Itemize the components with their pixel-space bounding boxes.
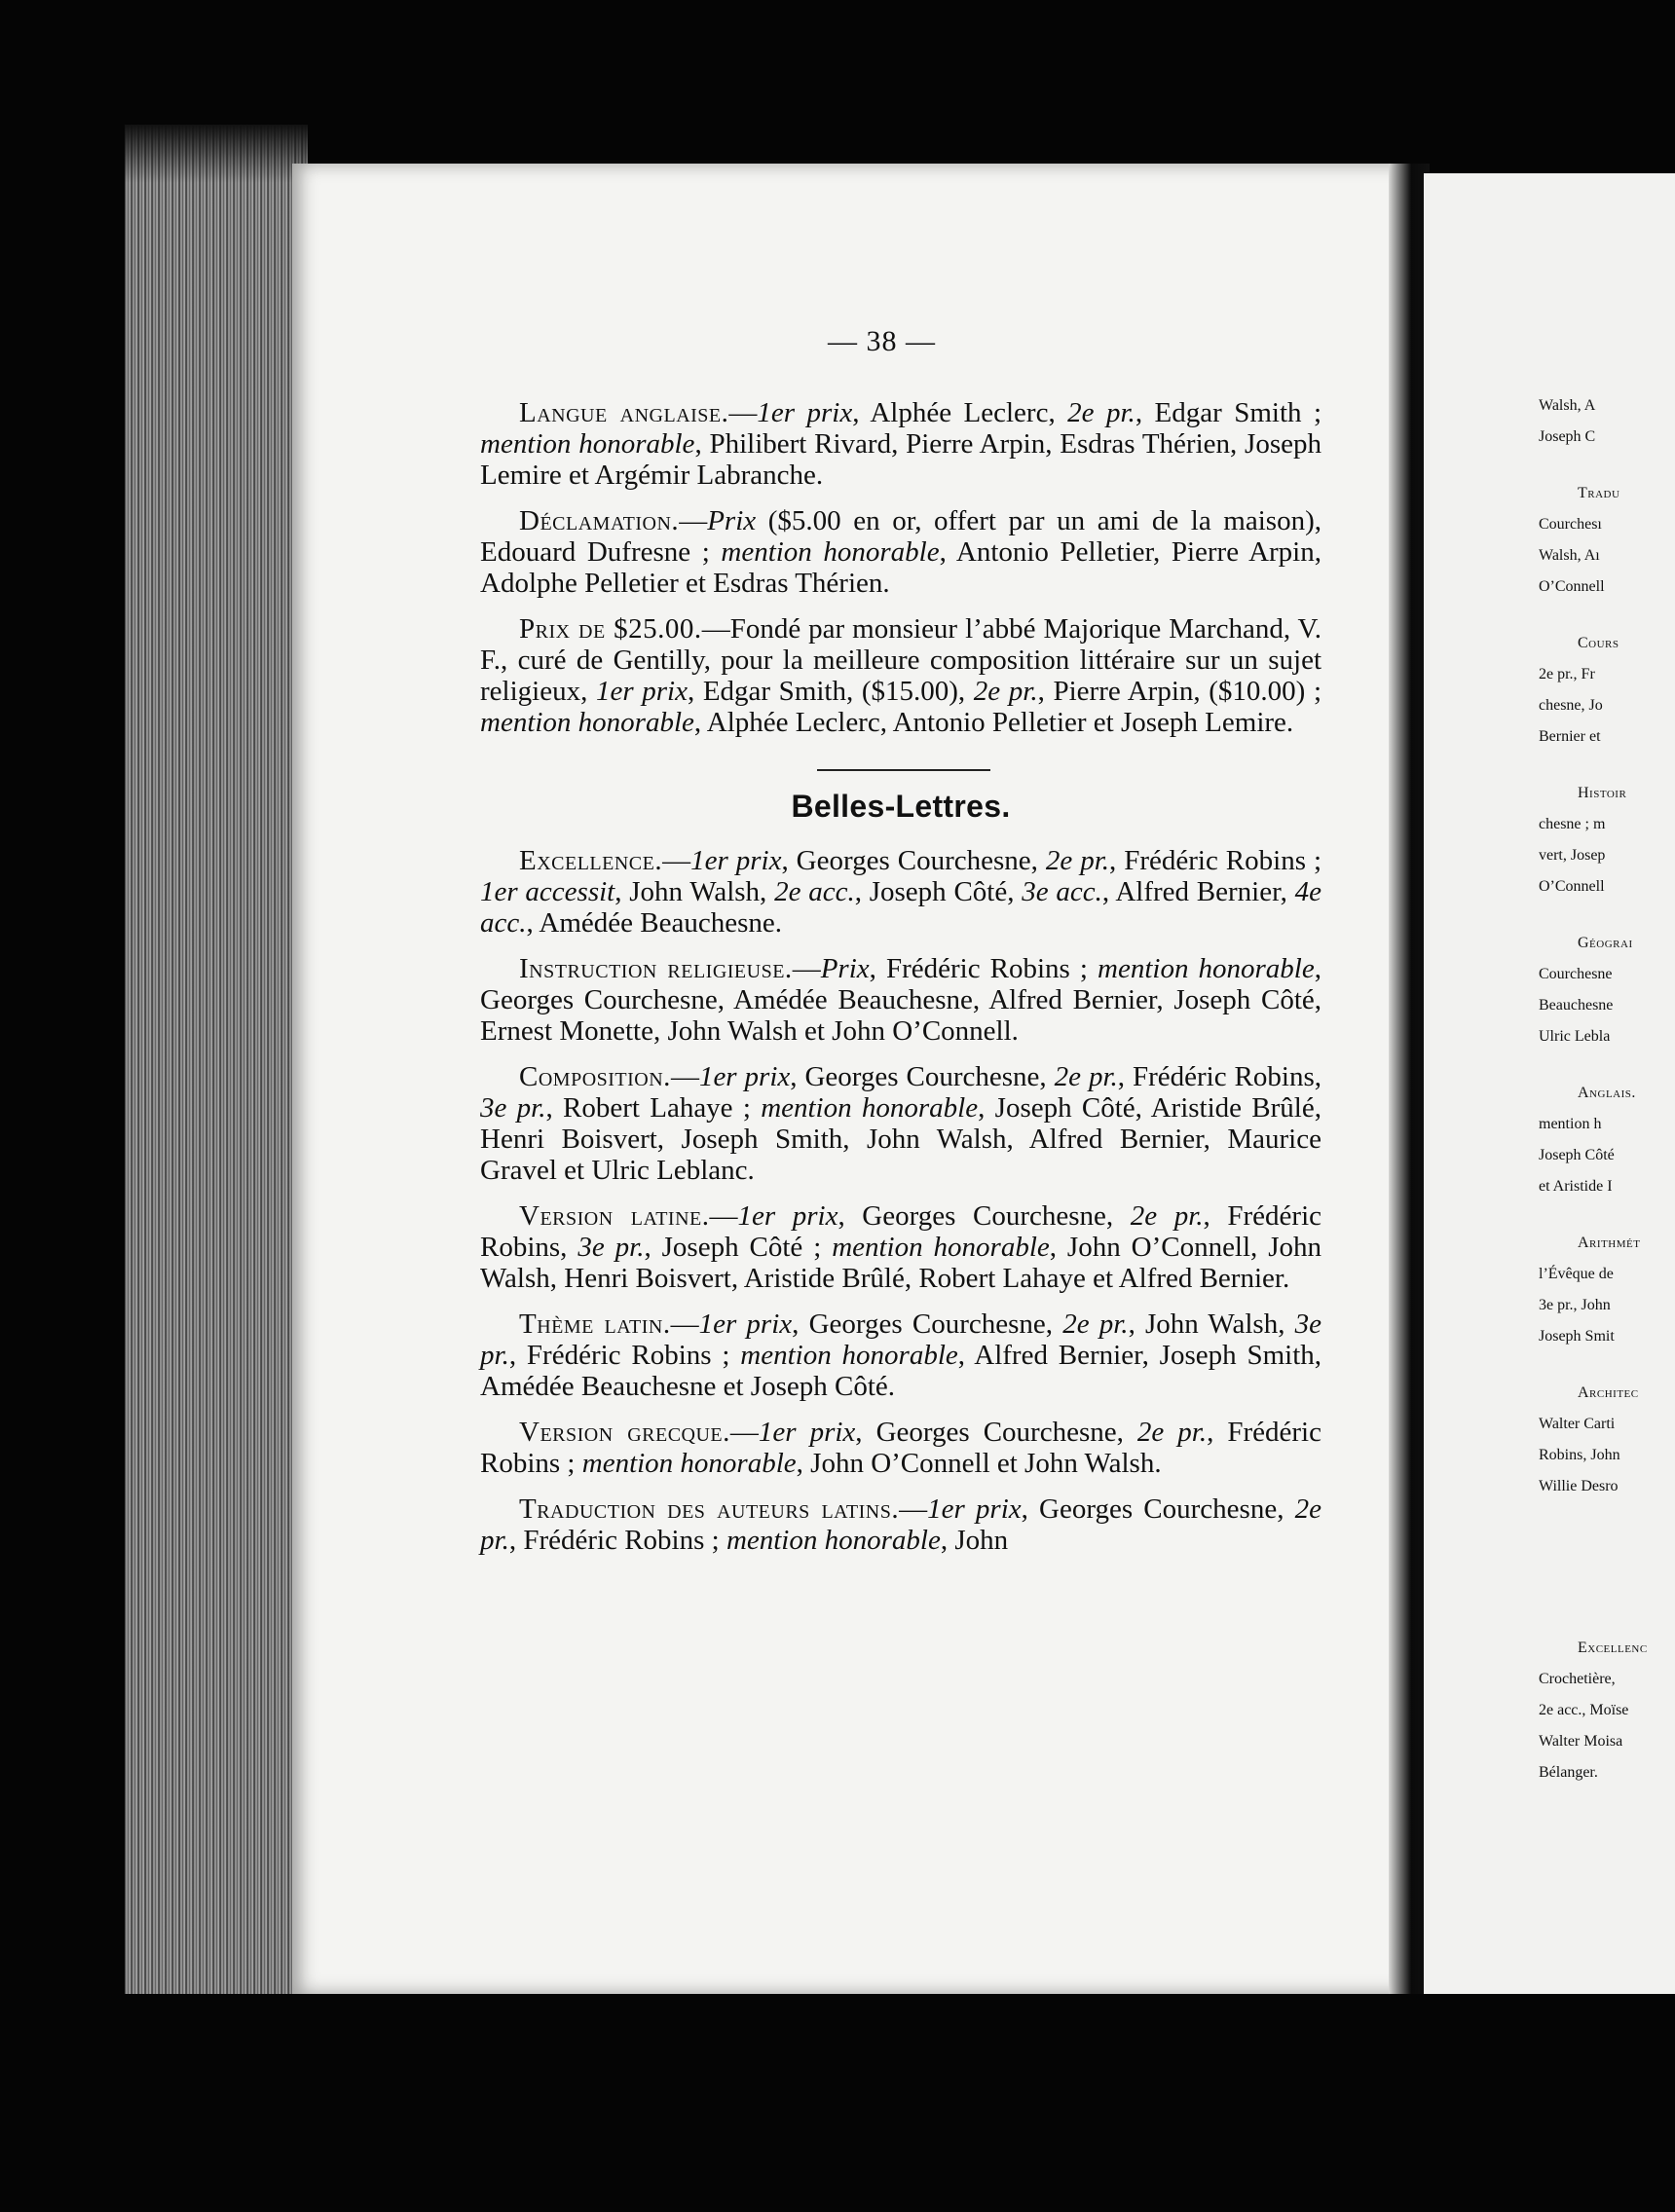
prize-rank: mention honorable <box>480 428 695 460</box>
prize-text: , Joseph Côté ; <box>644 1232 833 1263</box>
prize-text: , Frédéric Robins ; <box>1109 845 1321 876</box>
prize-text: , Robert Lahaye ; <box>545 1092 762 1124</box>
prize-rank: 1er prix <box>758 1417 856 1448</box>
prize-paragraph <box>480 1061 1321 1186</box>
prize-rank: 2e pr. <box>973 676 1038 707</box>
prize-text: , Joseph Côté, <box>854 876 1023 907</box>
prize-heading: Prix de $25.00. <box>519 613 702 645</box>
prize-text: , Amédée Beauchesne. <box>526 907 783 939</box>
right-page-line: Willie Desro <box>1539 1478 1619 1494</box>
book-edge-shadow <box>125 125 308 183</box>
prize-paragraph <box>480 1200 1321 1294</box>
prize-rank: 1er accessit <box>480 876 615 907</box>
prize-paragraph <box>480 397 1321 491</box>
prize-text: — <box>729 1417 759 1448</box>
prize-rank: 1er prix <box>737 1200 838 1232</box>
prize-text: —Fondé par monsieur l’abbé Majorique Marchand, V. F., curé de Gentilly, pour la meilleure composition littéraire sur un sujet religieux, <box>480 613 1321 707</box>
right-page-heading: Cours <box>1578 635 1619 651</box>
prize-text: — <box>670 1309 699 1340</box>
prize-rank: 3e pr. <box>577 1232 645 1263</box>
prize-rank: mention honorable <box>1098 953 1315 984</box>
page-text <box>480 313 1321 1570</box>
prize-paragraph <box>480 1417 1321 1479</box>
prize-text: , Georges Courchesne, Amédée Beauchesne, Alfred Bernier, Joseph Côté, Ernest Monette, John Walsh et John O’Connell. <box>480 953 1321 1047</box>
right-page-line: 2e acc., Moïse <box>1539 1702 1629 1718</box>
right-page-line: Walsh, A <box>1539 397 1596 414</box>
right-page-line: Walsh, Aı <box>1539 547 1600 564</box>
right-page-line: chesne, Jo <box>1539 697 1603 714</box>
prize-paragraph <box>480 613 1321 738</box>
prize-rank: 2e pr. <box>1062 1309 1129 1340</box>
right-page-line: Joseph Smit <box>1539 1328 1615 1345</box>
right-page-line: Bélanger. <box>1539 1764 1598 1781</box>
prize-text: , Georges Courchesne, <box>792 1309 1063 1340</box>
right-page-line: Ulric Lebla <box>1539 1028 1611 1045</box>
prize-text: , Joseph Côté, Aristide Brûlé, Henri Boisvert, Joseph Smith, John Walsh, Alfred Bernier, Maurice Gravel et Ulric Leblanc. <box>480 1092 1321 1186</box>
prize-text: — <box>709 1200 738 1232</box>
prize-paragraph <box>480 1493 1321 1556</box>
prize-heading: Déclamation. <box>519 505 680 536</box>
right-page-heading: Arithmét <box>1578 1235 1641 1251</box>
prize-text: , Frédéric Robins ; <box>480 1417 1321 1479</box>
prize-text: , Georges Courchesne, <box>781 845 1046 876</box>
prize-rank: 2e pr. <box>1045 845 1110 876</box>
prize-text: , Frédéric Robins ; <box>508 1340 741 1371</box>
prize-rank: 3e acc. <box>1022 876 1102 907</box>
prize-heading: Thème latin. <box>519 1309 671 1340</box>
prize-rank: 2e pr. <box>480 1493 1321 1556</box>
prize-rank: 2e pr. <box>1054 1061 1118 1092</box>
prize-text: , John O’Connell et John Walsh. <box>796 1448 1162 1479</box>
prize-text: , Philibert Rivard, Pierre Arpin, Esdras Thérien, Joseph Lemire et Argémir Labranche. <box>480 428 1321 491</box>
right-page-heading: Anglais. <box>1578 1085 1636 1101</box>
prize-text: , Frédéric Robins, <box>480 1200 1322 1263</box>
prize-text: , Georges Courchesne, <box>1021 1493 1295 1525</box>
prize-text: , Georges Courchesne, <box>790 1061 1055 1092</box>
prize-rank: 1er prix <box>698 1061 791 1092</box>
prize-text: — <box>899 1493 928 1525</box>
prize-text: , Frédéric Robins ; <box>508 1525 726 1556</box>
prize-rank: mention honorable <box>726 1525 941 1556</box>
prize-rank: mention honorable <box>832 1232 1050 1263</box>
prize-rank: 1er prix <box>690 845 782 876</box>
prize-heading: Instruction religieuse. <box>519 953 793 984</box>
prize-rank: mention honorable <box>721 536 940 568</box>
right-page-heading: Excellenc <box>1578 1640 1648 1656</box>
prize-rank: mention honorable <box>740 1340 958 1371</box>
prize-heading: Composition. <box>519 1061 671 1092</box>
right-page-line: Crochetière, <box>1539 1671 1616 1687</box>
prize-paragraph <box>480 953 1321 1047</box>
prize-rank: Prix <box>820 953 870 984</box>
right-page <box>1424 173 1675 1994</box>
prize-heading: Excellence. <box>519 845 663 876</box>
right-page-line: 2e pr., Fr <box>1539 666 1595 682</box>
prize-text: , Georges Courchesne, <box>855 1417 1137 1448</box>
prize-rank: mention honorable <box>581 1448 797 1479</box>
prize-rank: 1er prix <box>757 397 853 428</box>
prize-heading: Version grecque. <box>519 1417 730 1448</box>
prize-rank: 2e pr. <box>1130 1200 1204 1232</box>
prize-text: , John <box>940 1525 1009 1556</box>
prize-rank: mention honorable <box>761 1092 979 1124</box>
right-page-line: Walter Carti <box>1539 1416 1616 1432</box>
prize-text: , John Walsh, <box>1128 1309 1295 1340</box>
prize-text: , Alphée Leclerc, <box>852 397 1068 428</box>
right-page-line: l’Évêque de <box>1539 1266 1614 1282</box>
prize-paragraph <box>480 845 1321 939</box>
prize-text: , John O’Connell, John Walsh, Henri Boisvert, Aristide Brûlé, Robert Lahaye et Alfred Bernier. <box>480 1232 1322 1294</box>
right-page-line: chesne ; m <box>1539 816 1606 832</box>
prize-text: — <box>662 845 691 876</box>
right-page-line: Walter Moisa <box>1539 1733 1623 1750</box>
prize-text: , Pierre Arpin, ($10.00) ; <box>1037 676 1322 707</box>
prize-text: , Georges Courchesne, <box>838 1200 1131 1232</box>
prize-text: , Edgar Smith ; <box>1135 397 1322 428</box>
prize-rank: 2e acc. <box>774 876 855 907</box>
prize-text: — <box>679 505 708 536</box>
prize-text: — <box>728 397 758 428</box>
prize-rank: 1er prix <box>927 1493 1022 1525</box>
prize-text: — <box>792 953 821 984</box>
right-page-line: Bernier et <box>1539 728 1601 745</box>
right-page-heading: Architec <box>1578 1384 1639 1401</box>
book-page-edges <box>125 125 308 1994</box>
prize-rank: 1er prix <box>698 1309 793 1340</box>
right-page-line: mention h <box>1539 1116 1602 1132</box>
prize-text: , Alfred Bernier, <box>1101 876 1295 907</box>
prize-text: , Alfred Bernier, Joseph Smith, Amédée Beauchesne et Joseph Côté. <box>480 1340 1322 1402</box>
prize-heading: Version latine. <box>519 1200 710 1232</box>
prize-rank: 2e pr. <box>1067 397 1135 428</box>
prize-list-top <box>480 397 1321 738</box>
right-page-line: 3e pr., John <box>1539 1297 1611 1313</box>
prize-text: — <box>670 1061 699 1092</box>
prize-text: , Frédéric Robins ; <box>869 953 1098 984</box>
right-page-line: vert, Josep <box>1539 847 1606 864</box>
right-page-line: et Aristide I <box>1539 1178 1613 1195</box>
prize-rank: 4e acc. <box>480 876 1321 939</box>
right-page-line: Robins, John <box>1539 1447 1620 1463</box>
right-page-heading: Histoir <box>1578 785 1627 801</box>
right-page-line: Beauchesne <box>1539 997 1614 1014</box>
right-page-heading: Géograı <box>1578 935 1633 951</box>
right-page-line: O’Connell <box>1539 578 1605 595</box>
right-page-heading: Tradu <box>1578 485 1620 501</box>
prize-list-belles-lettres <box>480 845 1321 1556</box>
section-title: Belles-Lettres. <box>791 789 1011 824</box>
prize-rank: 1er prix <box>595 676 688 707</box>
prize-rank: Prix <box>707 505 757 536</box>
prize-text: , Frédéric Robins, <box>1117 1061 1321 1092</box>
prize-text: , Alphée Leclerc, Antonio Pelletier et Joseph Lemire. <box>693 707 1294 738</box>
prize-text: , John Walsh, <box>614 876 775 907</box>
prize-rank: mention honorable <box>480 707 694 738</box>
prize-heading: Langue anglaise. <box>519 397 729 428</box>
prize-text: , Antonio Pelletier, Pierre Arpin, Adolphe Pelletier et Esdras Thérien. <box>480 536 1321 599</box>
prize-text: ($5.00 en or, offert par un ami de la maison), Edouard Dufresne ; <box>480 505 1321 568</box>
prize-paragraph <box>480 1309 1321 1402</box>
page-number: — 38 — <box>828 325 936 357</box>
prize-text: , Edgar Smith, ($15.00), <box>687 676 974 707</box>
prize-rank: 3e pr. <box>480 1092 546 1124</box>
right-page-line: Courchesı <box>1539 516 1602 533</box>
right-page-line: Courchesne <box>1539 966 1613 982</box>
section-divider <box>817 769 990 771</box>
right-page-line: O’Connell <box>1539 878 1605 895</box>
right-page-line: Joseph C <box>1539 428 1596 445</box>
prize-rank: 2e pr. <box>1136 1417 1208 1448</box>
prize-rank: 3e pr. <box>480 1309 1321 1371</box>
prize-paragraph <box>480 505 1321 599</box>
right-page-line: Joseph Côté <box>1539 1147 1615 1163</box>
prize-heading: Traduction des auteurs latins. <box>519 1493 900 1525</box>
